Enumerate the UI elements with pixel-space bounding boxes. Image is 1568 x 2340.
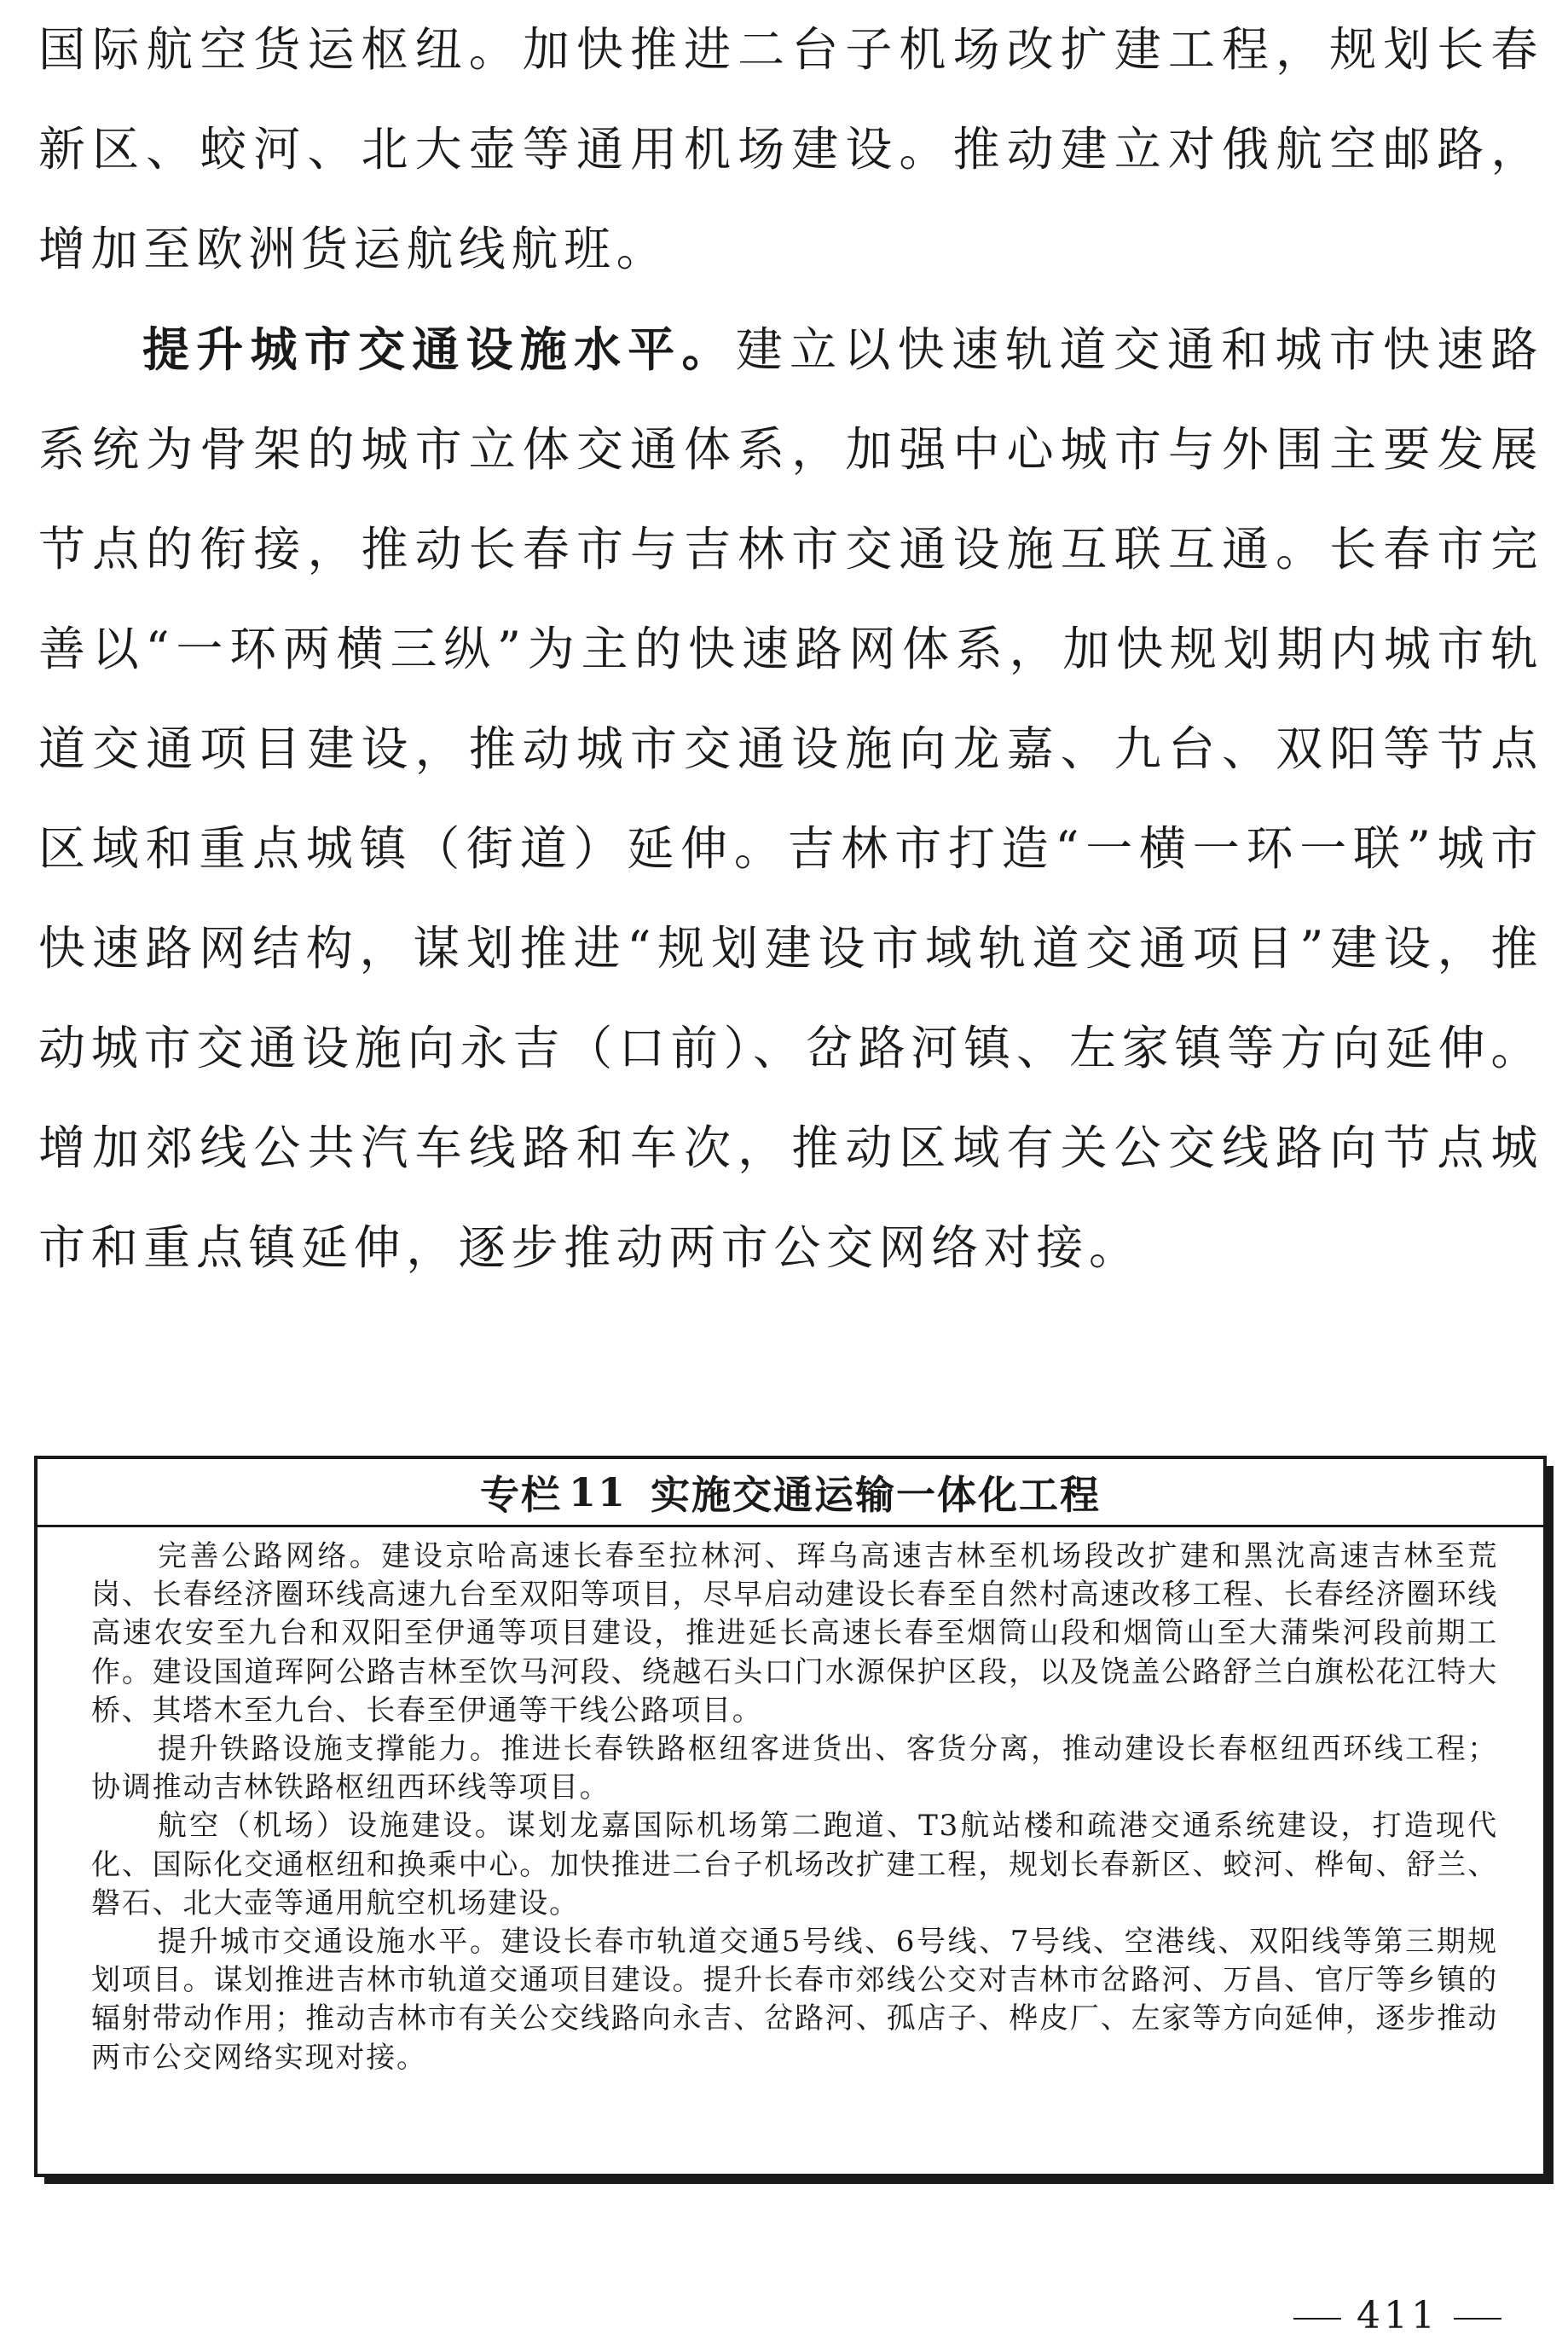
column-item [91, 1538, 1498, 1730]
paragraph-lead: 提升城市交通设施水平。 [142, 321, 736, 377]
page-number-dash-left [1293, 2318, 1341, 2320]
page-number-dash-right [1454, 2318, 1501, 2320]
column-item-lead: 航空（机场）设施建设。 [158, 1809, 506, 1844]
paragraph-text: 建立以快速轨道交通和城市快速路系统为骨架的城市立体交通体系，加强中心城市与外围主要发展节点的衔接，推动长春市与吉林市交通设施互联互通。长春市完善以“一环两横三纵”为主的快速路网体系，加快规划期内城市轨道交通项目建设，推动城市交通设施向龙嘉、九台、双阳等节点区域和重点城镇（街道）延伸。吉林市打造“一横一环一联”城市快速路网结构，谋划推进“规划建设市域轨道交通项目”建设，推动城市交通设施向永吉（口前）、岔路河镇、左家镇等方向延伸。增加郊线公共汽车线路和车次，推动区域有关公交线路向节点城市和重点镇延伸，逐步推动两市公交网络对接。 [38, 322, 1543, 1275]
column-item-lead: 提升铁路设施支撑能力。 [158, 1732, 501, 1767]
column-label: 专栏 [479, 1471, 562, 1518]
column-item-lead: 完善公路网络。 [158, 1539, 382, 1573]
column-box [34, 1456, 1547, 2177]
column-item [91, 1730, 1498, 1807]
column-number: 11 [568, 1468, 627, 1515]
column-box-title [38, 1459, 1543, 1527]
column-title: 实施交通运输一体化工程 [651, 1471, 1101, 1518]
column-item [91, 1807, 1498, 1923]
column-item-lead: 提升城市交通设施水平。 [158, 1925, 501, 1960]
column-box-body [91, 1538, 1498, 2077]
column-item-text: 推进长春铁路枢纽客进货出、客货分离，推动建设长春枢纽西环线工程；协调推动吉林铁路枢纽西环线等项目。 [91, 1732, 1498, 1805]
column-item-text: 建设长春市轨道交通5号线、6号线、7号线、空港线、双阳线等第三期规划项目。谋划推进吉林市轨道交通项目建设。提升长春市郊线公交对吉林市岔路河、万昌、官厅等乡镇的辐射带动作用；推动吉林市有关公交线路向永吉、岔路河、孤店子、桦皮厂、左家等方向延伸，逐步推动两市公交网络实现对接。 [91, 1925, 1498, 2075]
paragraph-continued [38, 0, 1543, 299]
body-text [38, 0, 1543, 1298]
column-item-text: 建设京哈高速长春至拉林河、珲乌高速吉林至机场段改扩建和黑沈高速吉林至荒岗、长春经济圈环线高速九台至双阳等项目，尽早启动建设长春至自然村高速改移工程、长春经济圈环线高速农安至九台和双阳至伊通等项目建设，推进延长高速长春至烟筒山段和烟筒山至大蒲柴河段前期工作。建设国道珲阿公路吉林至饮马河段、绕越石头口门水源保护区段，以及饶盖公路舒兰白旗松花江特大桥、其塔木至九台、长春至伊通等干线公路项目。 [91, 1539, 1498, 1728]
column-item [91, 1923, 1498, 2077]
page-number [1278, 2294, 1517, 2337]
paragraph-urban-transport [38, 299, 1543, 1298]
page-number-value: 411 [1357, 2294, 1438, 2337]
paragraph-text: 国际航空货运枢纽。加快推进二台子机场改扩建工程，规划长春新区、蛟河、北大壶等通用机场建设。推动建立对俄航空邮路，增加至欧洲货运航线航班。 [38, 22, 1543, 276]
column-item-text: 谋划龙嘉国际机场第二跑道、T3航站楼和疏港交通系统建设，打造现代化、国际化交通枢纽和换乘中心。加快推进二台子机场改扩建工程，规划长春新区、蛟河、桦甸、舒兰、磐石、北大壶等通用航空机场建设。 [91, 1809, 1498, 1920]
